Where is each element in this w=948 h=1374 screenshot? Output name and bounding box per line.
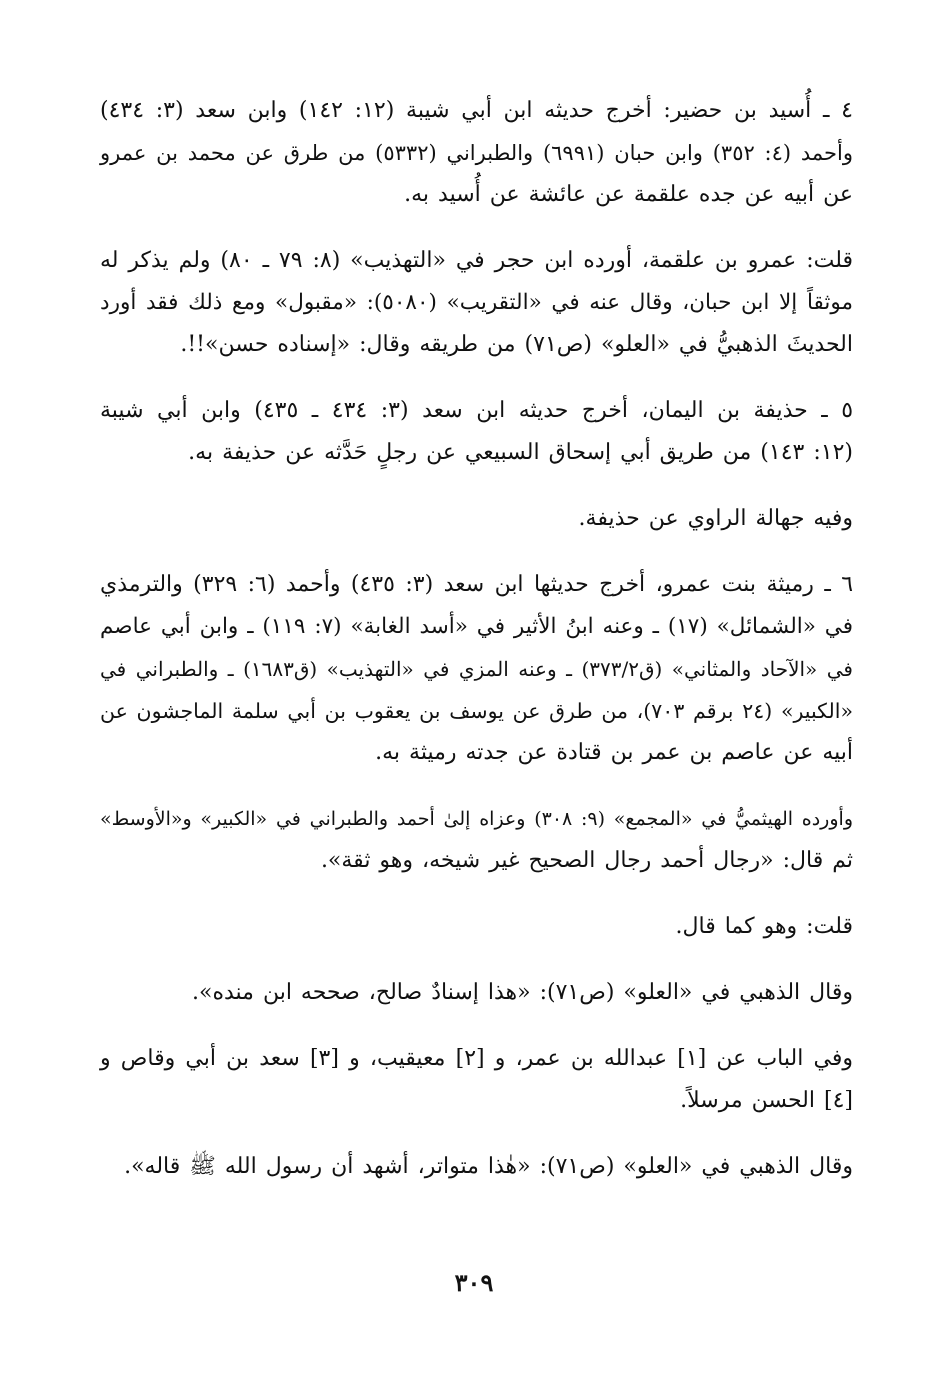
text-line: وفي الباب عن [١] عبدالله بن عمر، و [٢] معيقيب، و [٣] سعد بن أبي وقاص و [100,1046,853,1071]
text-line: أبيه عن عاصم بن عمر بن قتادة عن جدته رميثة به. [375,740,853,765]
text-line: وقال الذهبي في «العلو» (ص٧١): «هذا إسنادٌ صالح، صححه ابن منده». [192,980,853,1005]
text-line: [٤] الحسن مرسلاً. [680,1088,853,1113]
text-line: ٦ ـ رميثة بنت عمرو، أخرج حديثها ابن سعد (٣: ٤٣٥) وأحمد (٦: ٣٢٩) والترمذي [100,572,854,597]
paragraph-agreement [100,906,853,948]
text-line: قلت: عمرو بن علقمة، أورده ابن حجر في «التهذيب» (٨: ٧٩ ـ ٨٠) ولم يذكر له [100,248,854,273]
paragraph-other-narrators [100,1038,853,1122]
text-line: ٥ ـ حذيفة بن اليمان، أخرج حديثه ابن سعد (٣: ٤٣٤ ـ ٤٣٥) وابن أبي شيبة [100,398,854,423]
paragraph-haythami [100,798,853,882]
paragraph-rumaytha [100,564,853,774]
paragraph-amr-note [100,240,853,366]
text-line: (١٢: ١٤٣) من طريق أبي إسحاق السبيعي عن رجلٍ حَدَّثه عن حذيفة به. [188,440,853,465]
paragraph-hudhayfa [100,390,853,474]
paragraph-usayd [100,90,853,216]
text-line: ٤ ـ أُسيد بن حضير: أخرج حديثه ابن أبي شيبة (١٢: ١٤٢) وابن سعد (٣: ٤٣٤) [100,98,853,123]
text-line: موثقاً إلا ابن حبان، وقال عنه في «التقريب» (٥٠٨٠): «مقبول» ومع ذلك فقد أورد [100,290,853,315]
text-line: وأورده الهيثميُّ في «المجمع» (٩: ٣٠٨) وعزاه إلىٰ أحمد والطبراني في «الكبير» و«الأوسط» [100,808,853,830]
text-line: في «الشمائل» (١٧) ـ وعنه ابنُ الأثير في «أسد الغابة» (٧: ١١٩) ـ وابن أبي عاصم [100,614,853,639]
paragraph-dhahabi-2 [100,1146,853,1188]
text-line: في «الآحاد والمثاني» (ق٣٧٣/٢) ـ وعنه المزي في «التهذيب» (ق١٦٨٣) ـ والطبراني في [100,657,853,681]
text-line: الحديثَ الذهبيُّ في «العلو» (ص٧١) من طريقه وقال: «إسناده حسن»!!. [180,332,853,357]
text-line: عن أبيه عن جده علقمة عن عائشة عن أُسيد به. [404,182,853,207]
text-line: وفيه جهالة الراوي عن حذيفة. [578,506,853,531]
text-line: قلت: وهو كما قال. [675,914,853,939]
page-number: ٣٠٩ [454,1268,494,1297]
text-line: ثم قال: «رجال أحمد رجال الصحيح غير شيخه، وهو ثقة». [320,848,853,873]
text-line: وقال الذهبي في «العلو» (ص٧١): «هٰذا متواتر، أشهد أن رسول الله ﷺ قاله». [124,1154,853,1179]
text-line: وأحمد (٤: ٣٥٢) وابن حبان (٦٩٩١) والطبراني (٥٣٣٢) من طرق عن محمد بن عمرو [100,141,853,165]
paragraph-dhahabi-1 [100,972,853,1014]
text-line: «الكبير» (٢٤ برقم ٧٠٣)، من طرق عن يوسف بن يعقوب بن أبي سلمة الماجشون عن [100,699,853,723]
paragraph-hudhayfa-note [100,498,853,540]
